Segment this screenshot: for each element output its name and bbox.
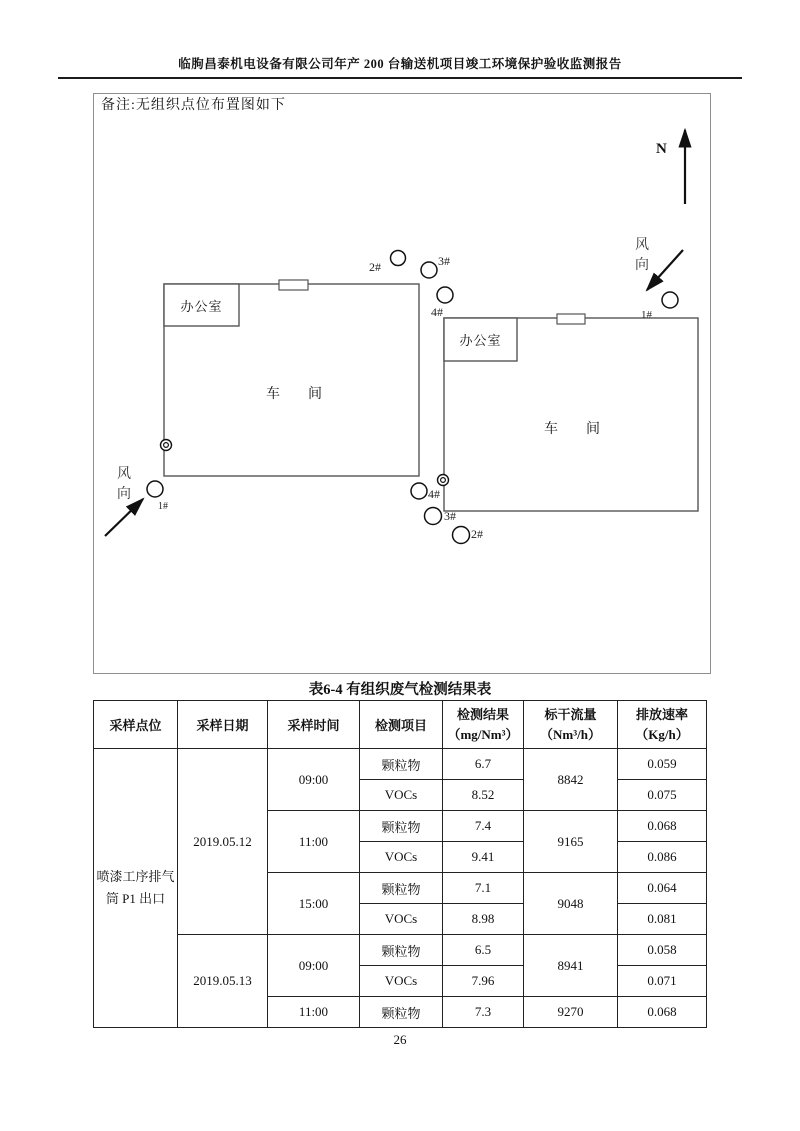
point-label-bottom-2: 2# xyxy=(471,527,483,541)
cell-date: 2019.05.13 xyxy=(178,935,268,1028)
cell-rate: 0.071 xyxy=(618,966,707,997)
monitoring-point-bottom-3 xyxy=(425,508,442,525)
monitoring-point-top-3 xyxy=(421,262,437,278)
cell-rate: 0.068 xyxy=(618,811,707,842)
cell-item: 颗粒物 xyxy=(360,997,443,1028)
table-header-row xyxy=(94,701,707,749)
col-header-result-label: 检测结果 xyxy=(456,707,509,722)
monitoring-point-bottom-4 xyxy=(411,483,427,499)
cell-item: VOCs xyxy=(360,904,443,935)
cell-rate: 0.058 xyxy=(618,935,707,966)
cell-rate: 0.075 xyxy=(618,780,707,811)
cell-item: VOCs xyxy=(360,780,443,811)
cell-result: 8.98 xyxy=(443,904,524,935)
cell-flow: 9270 xyxy=(524,997,618,1028)
col-header-item: 检测项目 xyxy=(360,701,443,749)
cell-flow: 8842 xyxy=(524,749,618,811)
cell-result: 7.96 xyxy=(443,966,524,997)
point-label-bottom-3: 3# xyxy=(444,509,456,523)
point-label-top-3: 3# xyxy=(438,254,450,268)
office-label-left: 办公室 xyxy=(180,298,223,314)
col-header-rate-label: 排放速率 xyxy=(635,707,688,722)
cell-item: 颗粒物 xyxy=(360,935,443,966)
point-label-bottom-4: 4# xyxy=(428,487,440,501)
cell-flow: 9165 xyxy=(524,811,618,873)
cell-result: 6.7 xyxy=(443,749,524,780)
site-layout-drawing xyxy=(94,94,710,673)
cell-time: 09:00 xyxy=(268,935,360,997)
cell-item: VOCs xyxy=(360,966,443,997)
table-row xyxy=(94,935,707,966)
point-label-top-4: 4# xyxy=(431,305,443,319)
document-header-title: 临朐昌泰机电设备有限公司年产 200 台输送机项目竣工环境保护验收监测报告 xyxy=(178,57,622,71)
cell-rate: 0.081 xyxy=(618,904,707,935)
workshop-label-left: 车 间 xyxy=(266,387,322,402)
col-header-date: 采样日期 xyxy=(178,701,268,749)
cell-rate: 0.068 xyxy=(618,997,707,1028)
cell-flow: 9048 xyxy=(524,873,618,935)
roof-vent-right xyxy=(557,314,585,324)
workshop-label-right: 车 间 xyxy=(544,422,600,437)
cell-item: 颗粒物 xyxy=(360,811,443,842)
stack-marker-right xyxy=(438,475,449,486)
site-layout-figure xyxy=(93,93,711,674)
cell-result: 7.3 xyxy=(443,997,524,1028)
monitoring-point-top-2 xyxy=(391,251,406,266)
cell-item: 颗粒物 xyxy=(360,873,443,904)
cell-date: 2019.05.12 xyxy=(178,749,268,935)
cell-result: 6.5 xyxy=(443,935,524,966)
col-header-flow-label: 标干流量 xyxy=(544,707,597,722)
table-row xyxy=(94,749,707,780)
cell-rate: 0.059 xyxy=(618,749,707,780)
col-header-time: 采样时间 xyxy=(268,701,360,749)
cell-sampling-point: 喷漆工序排气筒 P1 出口 xyxy=(94,749,178,1028)
cell-item: VOCs xyxy=(360,842,443,873)
cell-result: 9.41 xyxy=(443,842,524,873)
header-divider xyxy=(58,77,742,79)
stack-marker-left xyxy=(161,440,172,451)
cell-result: 8.52 xyxy=(443,780,524,811)
page-number: 26 xyxy=(393,1032,407,1047)
cell-time: 11:00 xyxy=(268,997,360,1028)
monitoring-point-bottom-2 xyxy=(453,527,470,544)
cell-time: 15:00 xyxy=(268,873,360,935)
figure-note: 备注:无组织点位布置图如下 xyxy=(101,98,286,113)
roof-vent-left xyxy=(279,280,308,290)
wind-direction-label-left: 风向 xyxy=(117,467,131,502)
emission-results-table xyxy=(93,700,707,1028)
cell-time: 11:00 xyxy=(268,811,360,873)
cell-time: 09:00 xyxy=(268,749,360,811)
wind-direction-arrow-right xyxy=(647,250,683,290)
col-header-result-unit: （mg/Nm³） xyxy=(447,726,519,742)
cell-result: 7.4 xyxy=(443,811,524,842)
cell-rate: 0.086 xyxy=(618,842,707,873)
point-label-left-1: 1# xyxy=(158,501,168,512)
col-header-rate xyxy=(618,701,707,749)
monitoring-point-top-4 xyxy=(437,287,453,303)
col-header-flow-unit: （Nm³/h） xyxy=(540,726,601,742)
table-title: 表6-4 有组织废气检测结果表 xyxy=(308,682,492,698)
col-header-rate-unit: （Kg/h） xyxy=(635,726,689,742)
cell-flow: 8941 xyxy=(524,935,618,997)
cell-rate: 0.064 xyxy=(618,873,707,904)
office-label-right: 办公室 xyxy=(459,333,502,348)
monitoring-point-right-1 xyxy=(662,292,678,308)
point-label-top-2: 2# xyxy=(369,260,381,274)
cell-result: 7.1 xyxy=(443,873,524,904)
col-header-result xyxy=(443,701,524,749)
point-label-right-1: 1# xyxy=(641,309,652,321)
north-label: N xyxy=(656,141,667,157)
col-header-sampling-point: 采样点位 xyxy=(94,701,178,749)
col-header-flow xyxy=(524,701,618,749)
wind-direction-label-right: 风向 xyxy=(635,238,649,273)
cell-item: 颗粒物 xyxy=(360,749,443,780)
monitoring-point-left-1 xyxy=(147,481,163,497)
